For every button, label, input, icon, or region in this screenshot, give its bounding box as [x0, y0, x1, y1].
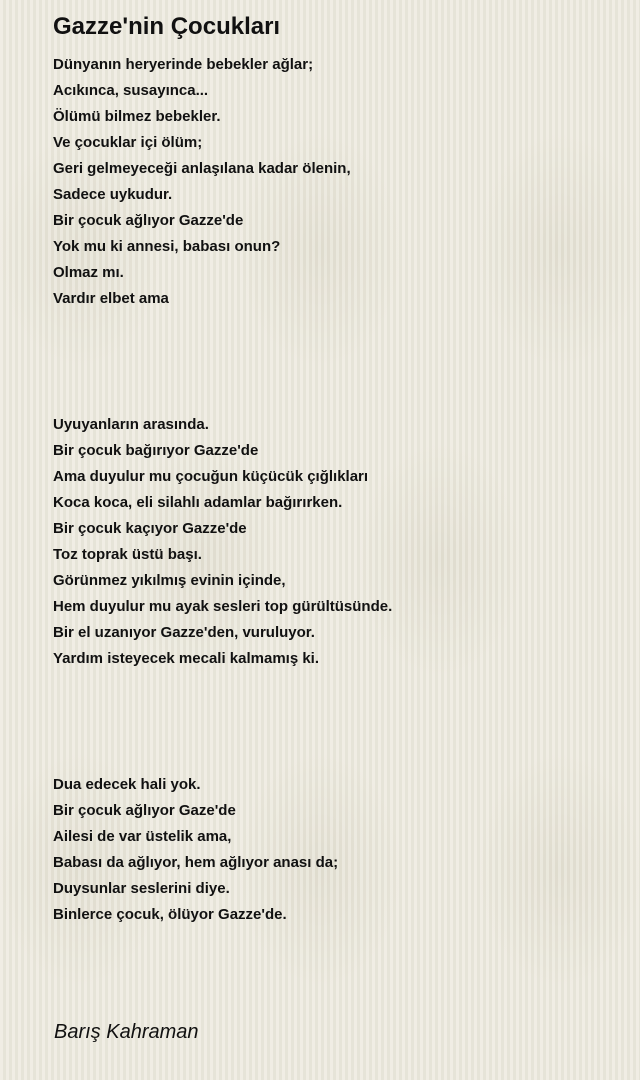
- poem-line: Yok mu ki annesi, babası onun?: [53, 238, 281, 255]
- poem-author: Barış Kahraman: [54, 1021, 199, 1043]
- poem-line: Acıkınca, susayınca...: [53, 82, 209, 99]
- poem-line: Uyuyanların arasında.: [53, 416, 209, 433]
- poem-line: Bir çocuk kaçıyor Gazze'de: [53, 520, 247, 537]
- poem-line: Ama duyulur mu çocuğun küçücük çığlıkları: [53, 468, 369, 485]
- poem-line: Ölümü bilmez bebekler.: [53, 108, 221, 125]
- stanza-1: [53, 52, 351, 312]
- poem-line: Babası da ağlıyor, hem ağlıyor anası da;: [53, 854, 339, 871]
- poem-line: Bir el uzanıyor Gazze'den, vuruluyor.: [53, 624, 315, 641]
- stanza-2: [53, 412, 392, 672]
- poem-line: Toz toprak üstü başı.: [53, 546, 202, 563]
- poem-line: Görünmez yıkılmış evinin içinde,: [53, 572, 286, 589]
- poem-line: Hem duyulur mu ayak sesleri top gürültüsünde.: [53, 598, 393, 615]
- poem-line: Koca koca, eli silahlı adamlar bağırırken.: [53, 494, 343, 511]
- poem-line: Bir çocuk ağlıyor Gaze'de: [53, 802, 236, 819]
- poem-line: Binlerce çocuk, ölüyor Gazze'de.: [53, 906, 287, 923]
- poem-line: Ve çocuklar içi ölüm;: [53, 134, 203, 151]
- poem-line: Olmaz mı.: [53, 264, 124, 281]
- poem-line: Bir çocuk bağırıyor Gazze'de: [53, 442, 259, 459]
- poem-line: Dua edecek hali yok.: [53, 776, 201, 793]
- poem-line: Sadece uykudur.: [53, 186, 173, 203]
- poem-line: Geri gelmeyeceği anlaşılana kadar ölenin,: [53, 160, 351, 177]
- poem-line: Vardır elbet ama: [53, 290, 169, 307]
- poem-title: Gazze'nin Çocukları: [53, 13, 281, 40]
- poem-line: Duysunlar seslerini diye.: [53, 880, 230, 897]
- poem-line: Dünyanın heryerinde bebekler ağlar;: [53, 56, 314, 73]
- poem-line: Yardım isteyecek mecali kalmamış ki.: [53, 650, 320, 667]
- stanza-3: [53, 772, 338, 928]
- poem-line: Bir çocuk ağlıyor Gazze'de: [53, 212, 244, 229]
- poem-line: Ailesi de var üstelik ama,: [53, 828, 232, 845]
